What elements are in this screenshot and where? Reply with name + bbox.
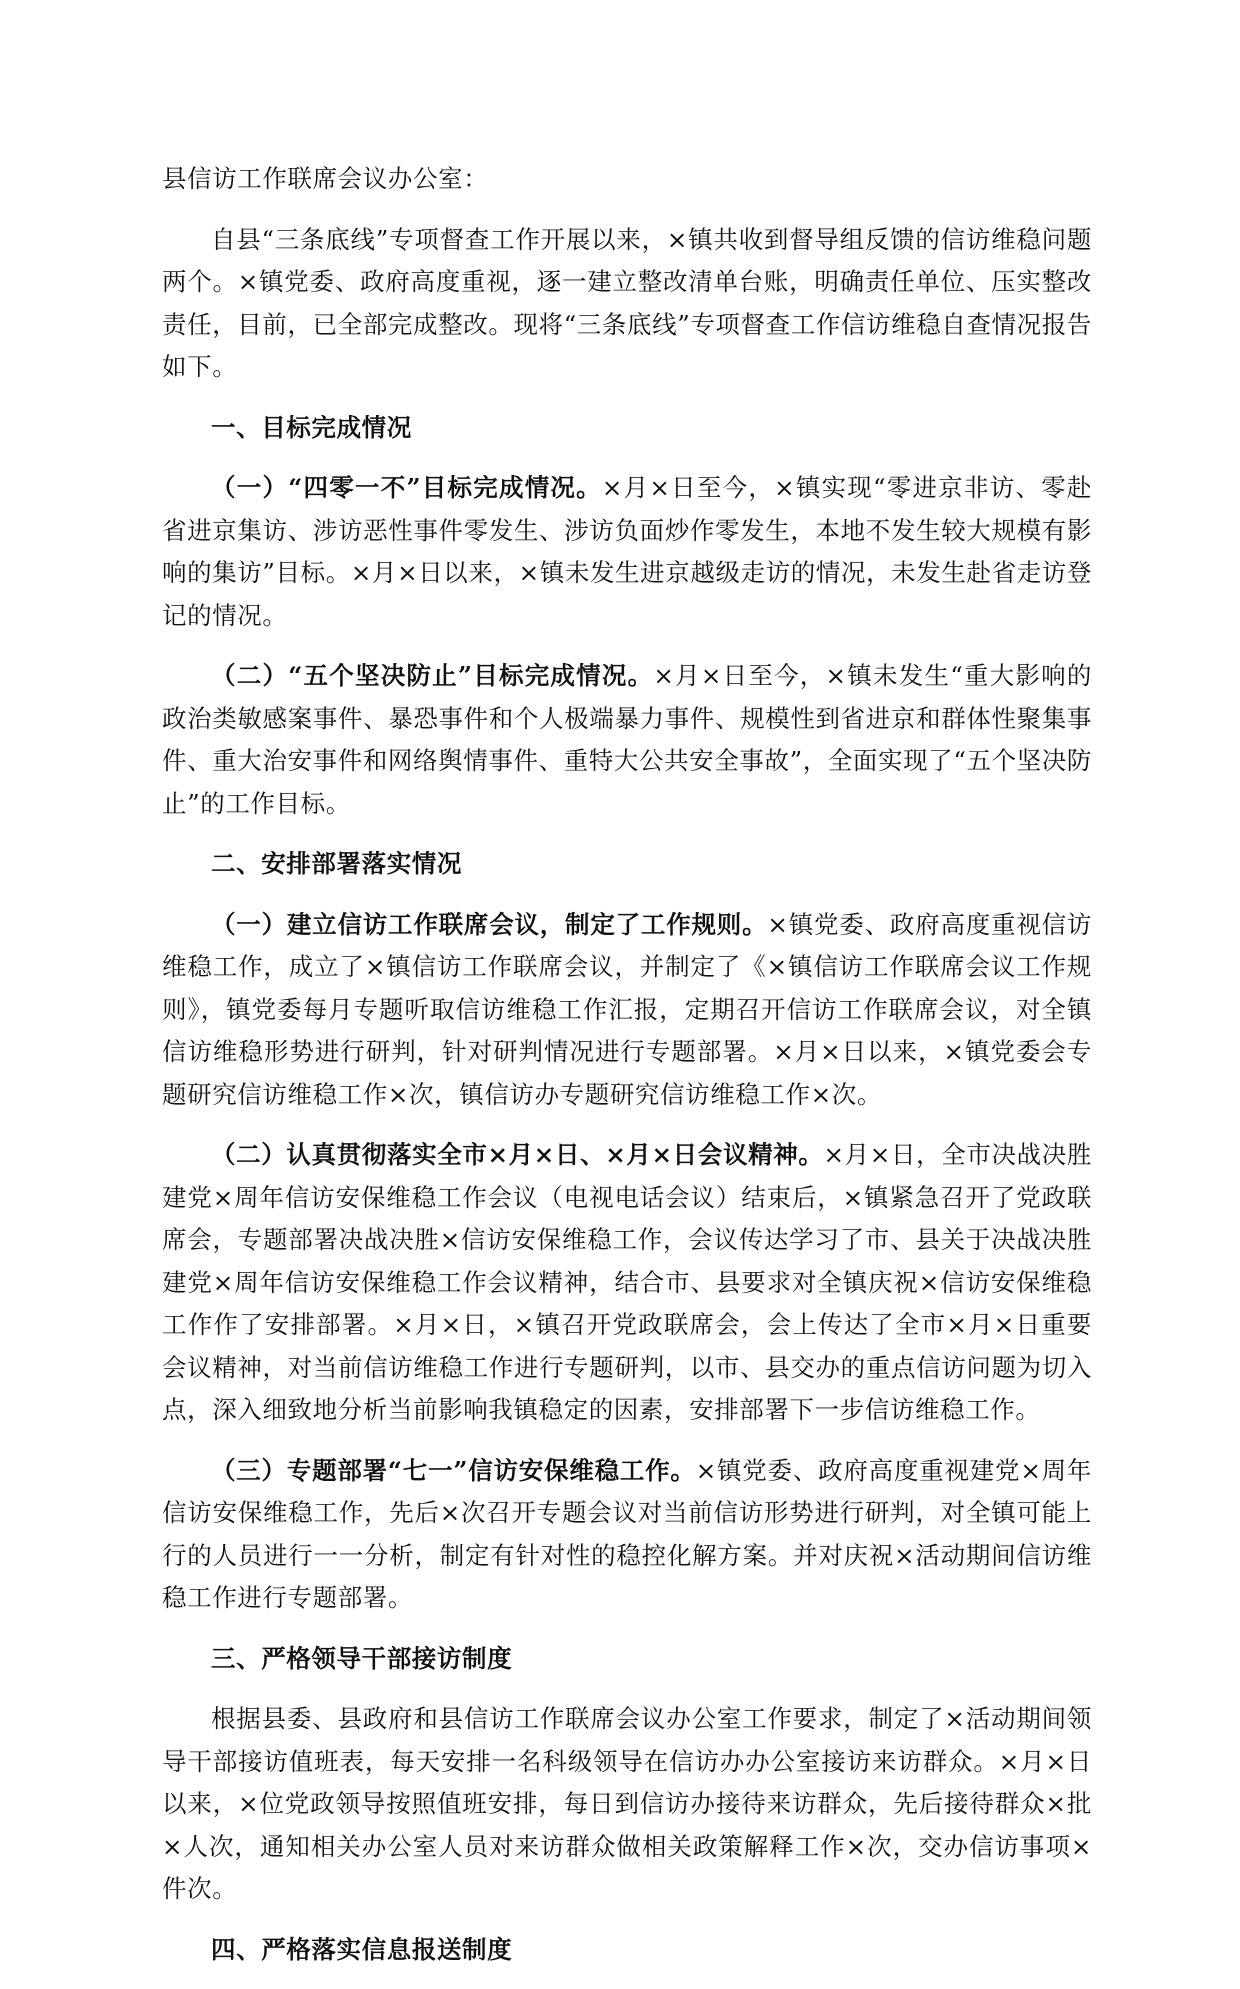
section-2-item-3-lead: （三）专题部署“七一”信访安保维稳工作。	[211, 1455, 696, 1485]
section-3-heading: 三、严格领导干部接访制度	[211, 1643, 513, 1673]
section-2-item-2-body: ×月×日，全市决战决胜建党×周年信访安保维稳工作会议（电视电话会议）结束后，×镇紧急召开了党政联席会，专题部署决战决胜×信访安保维稳工作，会议传达学习了市、县关于决战决胜建党×周年信访安保维稳工作会议精神，结合市、县要求对全镇庆祝×信访安保维稳工作作了安排部署。×月×日，×镇召开党政联席会，会上传达了全市×月×日重要会议精神，对当前信访维稳工作进行专题研判，以市、县交办的重点信访问题为切入点，深入细致地分析当前影响我镇稳定的因素，安排部署下一步信访维稳工作。	[162, 1140, 1092, 1424]
section-1-item-1	[162, 467, 1092, 637]
section-1-item-2-body: ×月×日至今，×镇未发生“重大影响的政治类敏感案事件、暴恐事件和个人极端暴力事件、规模性到省进京和群体性聚集事件、重大治安事件和网络舆情事件、重特大公共安全事故”，全面实现了“五个坚决防止”的工作目标。	[162, 661, 1092, 818]
section-1-item-1-body: ×月×日至今，×镇实现“零进京非访、零赴省进京集访、涉访恶性事件零发生、涉访负面炒作零发生，本地不发生较大规模有影响的集访”目标。×月×日以来，×镇未发生进京越级走访的情况，未发生赴省走访登记的情况。	[162, 473, 1092, 630]
section-2-item-1-lead: （一）建立信访工作联席会议，制定了工作规则。	[211, 909, 768, 939]
section-2-item-3	[162, 1450, 1092, 1620]
section-1-heading: 一、目标完成情况	[211, 412, 412, 442]
section-2-item-1-body: ×镇党委、政府高度重视信访维稳工作，成立了×镇信访工作联席会议，并制定了《×镇信访工作联席会议工作规则》，镇党委每月专题听取信访维稳工作汇报，定期召开信访工作联席会议，对全镇信访维稳形势进行研判，针对研判情况进行专题部署。×月×日以来，×镇党委会专题研究信访维稳工作×次，镇信访办专题研究信访维稳工作×次。	[162, 909, 1093, 1109]
section-2-item-1	[162, 904, 1092, 1117]
section-1-item-2-lead: （二）“五个坚决防止”目标完成情况。	[211, 661, 654, 690]
section-2-item-2	[162, 1134, 1092, 1432]
section-2-item-3-body: ×镇党委、政府高度重视建党×周年信访安保维稳工作，先后×次召开专题会议对当前信访形势进行研判，对全镇可能上行的人员进行一一分析，制定有针对性的稳控化解方案。并对庆祝×活动期间信访维稳工作进行专题部署。	[162, 1455, 1092, 1612]
section-4-heading: 四、严格落实信息报送制度	[211, 1934, 513, 1964]
section-2-heading: 二、安排部署落实情况	[211, 849, 462, 878]
salutation: 县信访工作联席会议办公室：	[162, 164, 489, 193]
intro-paragraph: 自县“三条底线”专项督查工作开展以来，×镇共收到督导组反馈的信访维稳问题两个。×镇党委、政府高度重视，逐一建立整改清单台账，明确责任单位、压实整改责任，目前，已全部完成整改。现将“三条底线”专项督查工作信访维稳自查情况报告如下。	[162, 224, 1092, 381]
section-2-item-2-lead: （二）认真贯彻落实全市×月×日、×月×日会议精神。	[211, 1140, 824, 1169]
section-1-item-2	[162, 655, 1092, 825]
section-3-paragraph: 根据县委、县政府和县信访工作联席会议办公室工作要求，制定了×活动期间领导干部接访值班表，每天安排一名科级领导在信访办办公室接访来访群众。×月×日以来，×位党政领导按照值班安排，每日到信访办接待来访群众，先后接待群众×批×人次，通知相关办公室人员对来访群众做相关政策解释工作×次，交办信访事项×件次。	[162, 1704, 1092, 1903]
section-1-item-1-lead: （一）“四零一不”目标完成情况。	[211, 473, 602, 502]
document-page	[162, 158, 1092, 1989]
